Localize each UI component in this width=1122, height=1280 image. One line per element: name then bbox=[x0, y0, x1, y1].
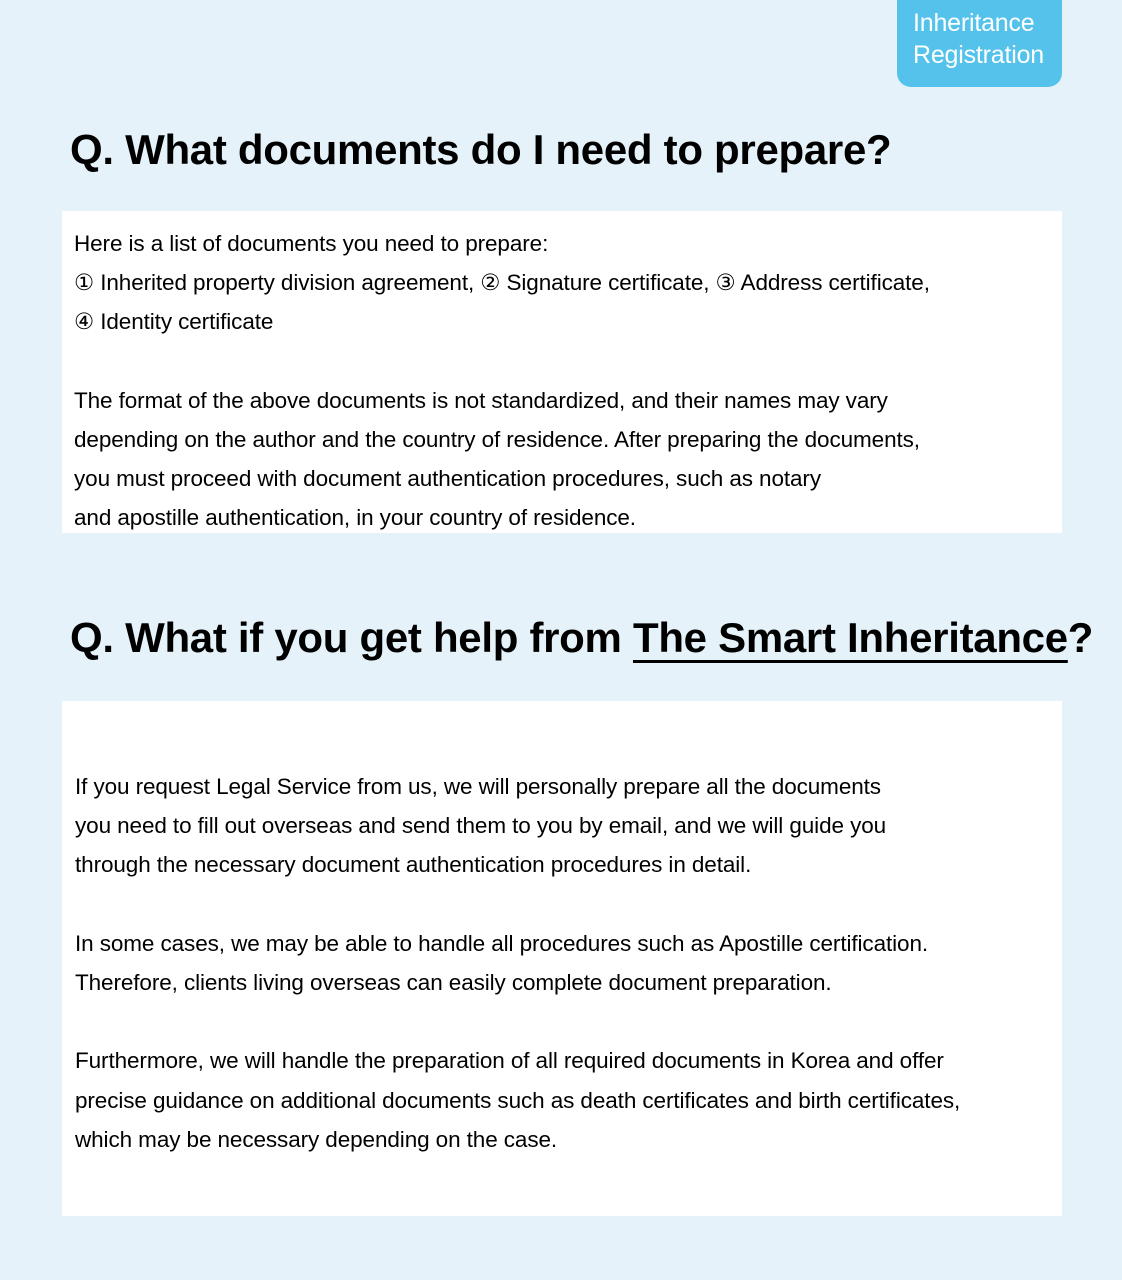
text-line: ④ Identity certificate bbox=[74, 309, 274, 335]
additional-documents-paragraph bbox=[75, 1041, 1062, 1159]
text-line: and apostille authentication, in your country of residence. bbox=[74, 505, 636, 531]
legal-service-paragraph bbox=[75, 767, 1062, 885]
text-line: through the necessary document authentication procedures in detail. bbox=[75, 852, 752, 878]
text-line: depending on the author and the country of residence. After preparing the documents, bbox=[74, 427, 920, 452]
text-line: Here is a list of documents you need to prepare: bbox=[74, 231, 549, 256]
paragraph-spacer bbox=[75, 1002, 1062, 1041]
text-line: you must proceed with document authentication procedures, such as notary bbox=[74, 466, 821, 492]
documents-answer-card bbox=[62, 211, 1062, 533]
service-answer-card bbox=[62, 701, 1062, 1216]
documents-list-paragraph bbox=[74, 224, 1062, 342]
text-line: which may be necessary depending on the case. bbox=[75, 1126, 558, 1152]
badge-label-line1: Inheritance bbox=[913, 9, 1035, 37]
paragraph-spacer bbox=[74, 342, 1062, 381]
apostille-paragraph bbox=[75, 924, 1062, 1002]
section1-heading: Q. What documents do I need to prepare? bbox=[70, 126, 892, 173]
category-badge[interactable] bbox=[897, 0, 1062, 87]
text-line: The format of the above documents is not standardized, and their names may vary bbox=[74, 387, 888, 413]
text-line: If you request Legal Service from us, we will personally prepare all the documents bbox=[75, 774, 881, 799]
heading-prefix: Q. What if you get help from bbox=[70, 614, 633, 661]
section2-heading bbox=[70, 613, 1093, 663]
badge-label-line2: Registration bbox=[913, 41, 1044, 69]
text-line: ① Inherited property division agreement, ② Signature certificate, ③ Address certificate, bbox=[74, 270, 930, 296]
text-line: precise guidance on additional documents such as death certificates and birth certificates, bbox=[75, 1087, 961, 1113]
brand-name-link[interactable]: The Smart Inheritance bbox=[632, 614, 1068, 661]
paragraph-spacer bbox=[75, 885, 1062, 924]
heading-suffix: ? bbox=[1067, 614, 1094, 661]
text-line: Furthermore, we will handle the preparation of all required documents in Korea and offer bbox=[75, 1048, 944, 1074]
text-line: Therefore, clients living overseas can easily complete document preparation. bbox=[75, 970, 832, 995]
text-line: In some cases, we may be able to handle all procedures such as Apostille certification. bbox=[75, 930, 929, 956]
text-line: you need to fill out overseas and send them to you by email, and we will guide you bbox=[75, 813, 887, 839]
documents-format-paragraph bbox=[74, 381, 1062, 538]
